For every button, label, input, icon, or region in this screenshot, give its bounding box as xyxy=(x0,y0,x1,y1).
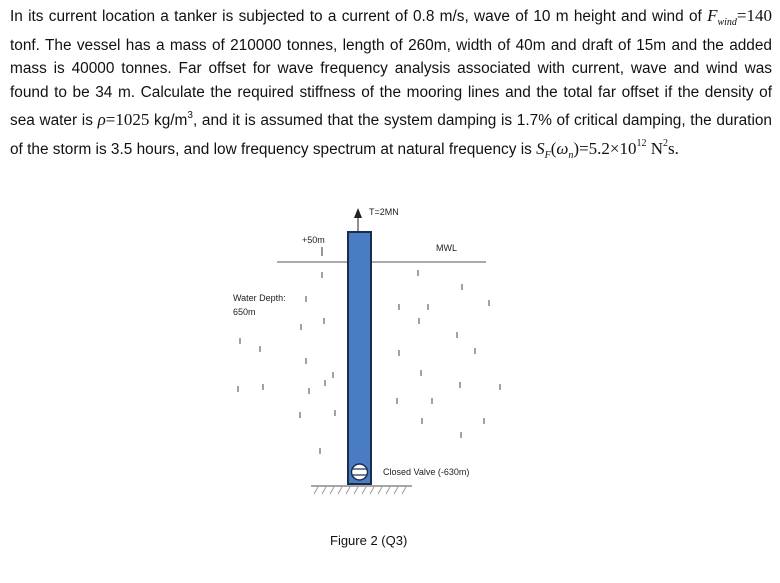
rho-value: =1025 xyxy=(105,109,150,129)
tension-arrow xyxy=(354,208,362,235)
tension-label: T=2MN xyxy=(369,207,399,217)
spectrum-unit: N xyxy=(646,139,664,159)
wind-force-value: =140 xyxy=(736,6,772,25)
omega-symbol: ω xyxy=(556,139,569,159)
f-subscript: wind xyxy=(717,17,737,28)
omega-subscript: n xyxy=(568,150,574,162)
spectrum-symbol: S xyxy=(536,139,545,159)
problem-text-2: tonf. The vessel has a mass of 210000 tonnes, length of 260m, width of 40m and draft of 15m and the added mass is 40000 tonnes. Far offset for wave frequency analysis associated with current, wave and wind was found to be 34 m. Calculate the required stiffness of the mooring lines and the total far offset if the density of sea water is xyxy=(10,37,772,129)
riser-pipe xyxy=(348,232,371,484)
water-depth-label: Water Depth: xyxy=(233,293,286,303)
spectrum-unit-end: s. xyxy=(668,139,679,159)
mwl-label: MWL xyxy=(436,243,457,253)
valve-label: Closed Valve (-630m) xyxy=(383,467,470,477)
freeboard-label: +50m xyxy=(302,235,325,245)
spectrum-subscript: F xyxy=(544,150,551,162)
figure-caption: Figure 2 (Q3) xyxy=(330,533,408,548)
f-symbol: F xyxy=(707,6,718,25)
seabed xyxy=(311,486,412,494)
open-paren: ( xyxy=(550,139,557,159)
close-paren: ) xyxy=(573,139,580,159)
rho-unit-exponent: 3 xyxy=(187,109,193,121)
spectrum-value: =5.2×10 xyxy=(579,139,637,159)
rho-unit: kg/m xyxy=(149,111,188,129)
rho-symbol: ρ xyxy=(97,109,106,129)
closed-valve-icon xyxy=(352,464,368,480)
water-depth-value: 650m xyxy=(233,307,256,317)
spectrum-exponent: 12 xyxy=(636,138,647,150)
problem-text-1: In its current location a tanker is subjected to a current of 0.8 m/s, wave of 10 m height and wind of xyxy=(10,8,702,25)
problem-text-3: , and it is assumed that the system damping is 1.7% of critical damping, the duration of the storm is 3.5 hours, and low frequency spectrum at natural frequency is xyxy=(10,111,772,159)
spectrum-unit-exponent: 2 xyxy=(663,138,669,150)
